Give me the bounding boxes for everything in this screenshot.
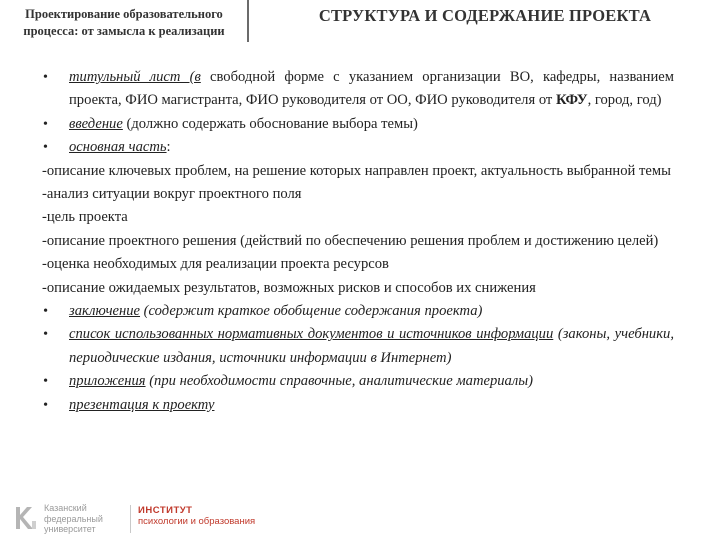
term-references: список использованных нормативных документов и источников информации [69,326,554,343]
bullet: • [43,116,48,132]
term-introduction: введение [69,115,123,132]
bullet: • [43,327,48,343]
slide-title: СТРУКТУРА И СОДЕРЖАНИЕ ПРОЕКТА [318,6,652,25]
bullet: • [43,397,48,413]
list-item-references [42,323,674,370]
item-text: : [166,139,171,156]
item-text: (содержит краткое обобщение содержания проекта) [140,303,483,320]
sub-item-results: -описание ожидаемых результатов, возможных рисков и способов их снижения [42,279,536,296]
footer-logo [14,503,264,537]
item-text: (при необходимости справочные, аналитические материалы) [145,373,533,390]
university-line1: Казанский [44,503,87,513]
list-item-presentation [42,394,674,417]
course-title [6,6,242,40]
institute-line1: ИНСТИТУТ [138,505,193,516]
institute-line2: психологии и образования [138,516,256,527]
term-main-part: основная часть [69,139,167,156]
footer-divider [130,505,131,533]
sub-item-goal: -цель проекта [42,209,128,226]
term-title-page: титульный лист (в [69,69,201,85]
university-name [44,503,103,535]
list-item-conclusion [42,300,674,323]
list-item-introduction [42,113,674,136]
kfu-logo-icon [14,505,38,538]
university-line3: университет [44,524,96,534]
institute-name [138,505,255,527]
bullet: • [43,374,48,390]
sub-item-solution: -описание проектного решения (действий по обеспечению решения проблем и достижению целей) [42,232,659,249]
list-item-main-part [42,136,674,159]
bullet: • [43,70,48,85]
sub-item-analysis: -анализ ситуации вокруг проектного поля [42,186,302,203]
content-body [42,66,674,417]
item-text: (должно содержать обоснование выбора темы) [122,115,418,132]
kfu-abbr: КФУ [555,92,588,109]
term-conclusion: заключение [69,303,141,320]
item-text: (законы, учебники, периодические издания, источники информации в Интернет) [69,326,674,366]
bullet: • [43,140,48,156]
course-title-line1: Проектирование образовательного [25,7,223,21]
list-item-appendices [42,370,674,393]
term-appendices: приложения [69,373,146,390]
bullet: • [43,304,48,320]
sub-item-resources: -оценка необходимых для реализации проекта ресурсов [42,256,389,273]
list-item-title-page [42,66,674,113]
item-text: свободной форме с указанием организации ВО, кафедры, названием проекта, ФИО магистранта, ФИО руководителя от ОО, ФИО руководителя от [69,69,674,109]
sub-item-problems: -описание ключевых проблем, на решение которых направлен проект, актуальность выбранной темы [42,162,671,179]
item-text-end: , город, год) [587,92,662,109]
university-line2: федеральный [44,513,103,524]
header-divider [247,0,249,42]
course-title-line2: процесса: от замысла к реализации [23,24,225,38]
term-presentation: презентация к проекту [69,396,215,413]
